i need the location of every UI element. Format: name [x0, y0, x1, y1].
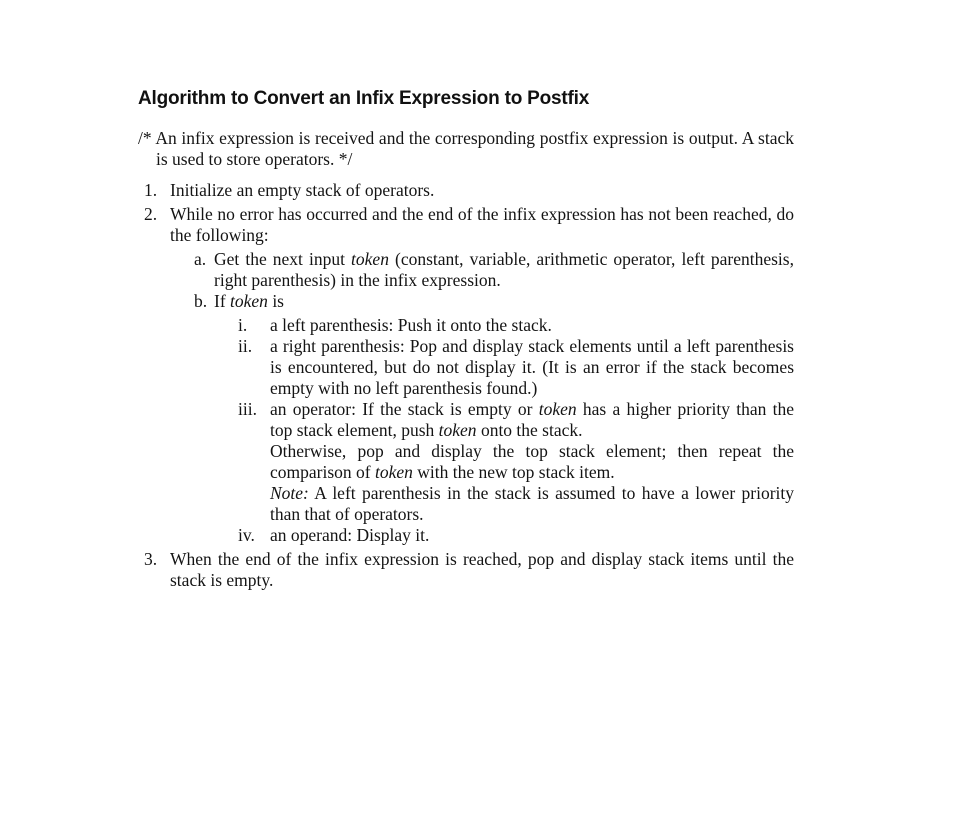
substep-text-post: is [267, 291, 284, 311]
case-label: ii. [238, 336, 253, 356]
case-text: an operand: Display it. [270, 525, 430, 545]
step-number: 1. [144, 180, 158, 200]
document [138, 88, 794, 594]
intro-comment: /* An infix expression is received and the corresponding postfix expression is output. A stack is used to store operators. */ [138, 128, 794, 169]
case-text: with the new top stack item. [412, 462, 615, 482]
case-text: an operator: If the stack is empty or [270, 399, 539, 419]
step-text: While no error has occurred and the end of the infix expression has not been reached, do the following: [170, 204, 794, 245]
case-text-em: token [438, 420, 477, 440]
substep-text-pre: If [214, 291, 231, 311]
step-number: 2. [144, 204, 158, 224]
case-label: iii. [238, 399, 257, 419]
note-label: Note: [270, 483, 309, 503]
case-label: iv. [238, 525, 255, 545]
algorithm-body [138, 128, 794, 591]
case-iii-para-2 [270, 441, 794, 483]
step-3 [138, 549, 794, 591]
case-iii [138, 399, 794, 525]
case-iii-para-1 [270, 399, 794, 441]
case-label: i. [238, 315, 248, 335]
substep-label: a. [194, 249, 207, 269]
case-text: Otherwise, pop and display the top stack element; then repeat the comparison of [270, 441, 794, 482]
case-text: has a higher priority than the top stack element, push [270, 399, 794, 440]
case-text: a left parenthesis: Push it onto the stack. [270, 315, 552, 335]
substep-text-post: (constant, variable, arithmetic operator, left parenthesis, right parenthesis) in the infix expression. [214, 249, 794, 290]
note-text: A left parenthesis in the stack is assumed to have a lower priority than that of operators. [270, 483, 794, 524]
case-iv [138, 525, 794, 546]
algorithm-title: Algorithm to Convert an Infix Expression to Postfix [138, 88, 590, 109]
case-text-em: token [374, 462, 413, 482]
substep-text-pre: Get the next input [214, 249, 352, 269]
substep-label: b. [194, 291, 208, 311]
step-number: 3. [144, 549, 158, 569]
case-text: a right parenthesis: Pop and display stack elements until a left parenthesis is encountered, but do not display it. (It is an error if the stack becomes empty with no left parenthesis found.) [270, 336, 794, 398]
substep-text-em: token [230, 291, 268, 311]
step-1 [138, 180, 794, 201]
substep-b [138, 291, 794, 312]
case-text: onto the stack. [476, 420, 583, 440]
step-text: Initialize an empty stack of operators. [170, 180, 435, 200]
case-text-em: token [538, 399, 577, 419]
case-i [138, 315, 794, 336]
substep-text-em: token [351, 249, 389, 269]
case-ii [138, 336, 794, 399]
step-2 [138, 204, 794, 246]
step-text: When the end of the infix expression is reached, pop and display stack items until the stack is empty. [170, 549, 794, 590]
case-iii-note [270, 483, 794, 525]
substep-a [138, 249, 794, 291]
